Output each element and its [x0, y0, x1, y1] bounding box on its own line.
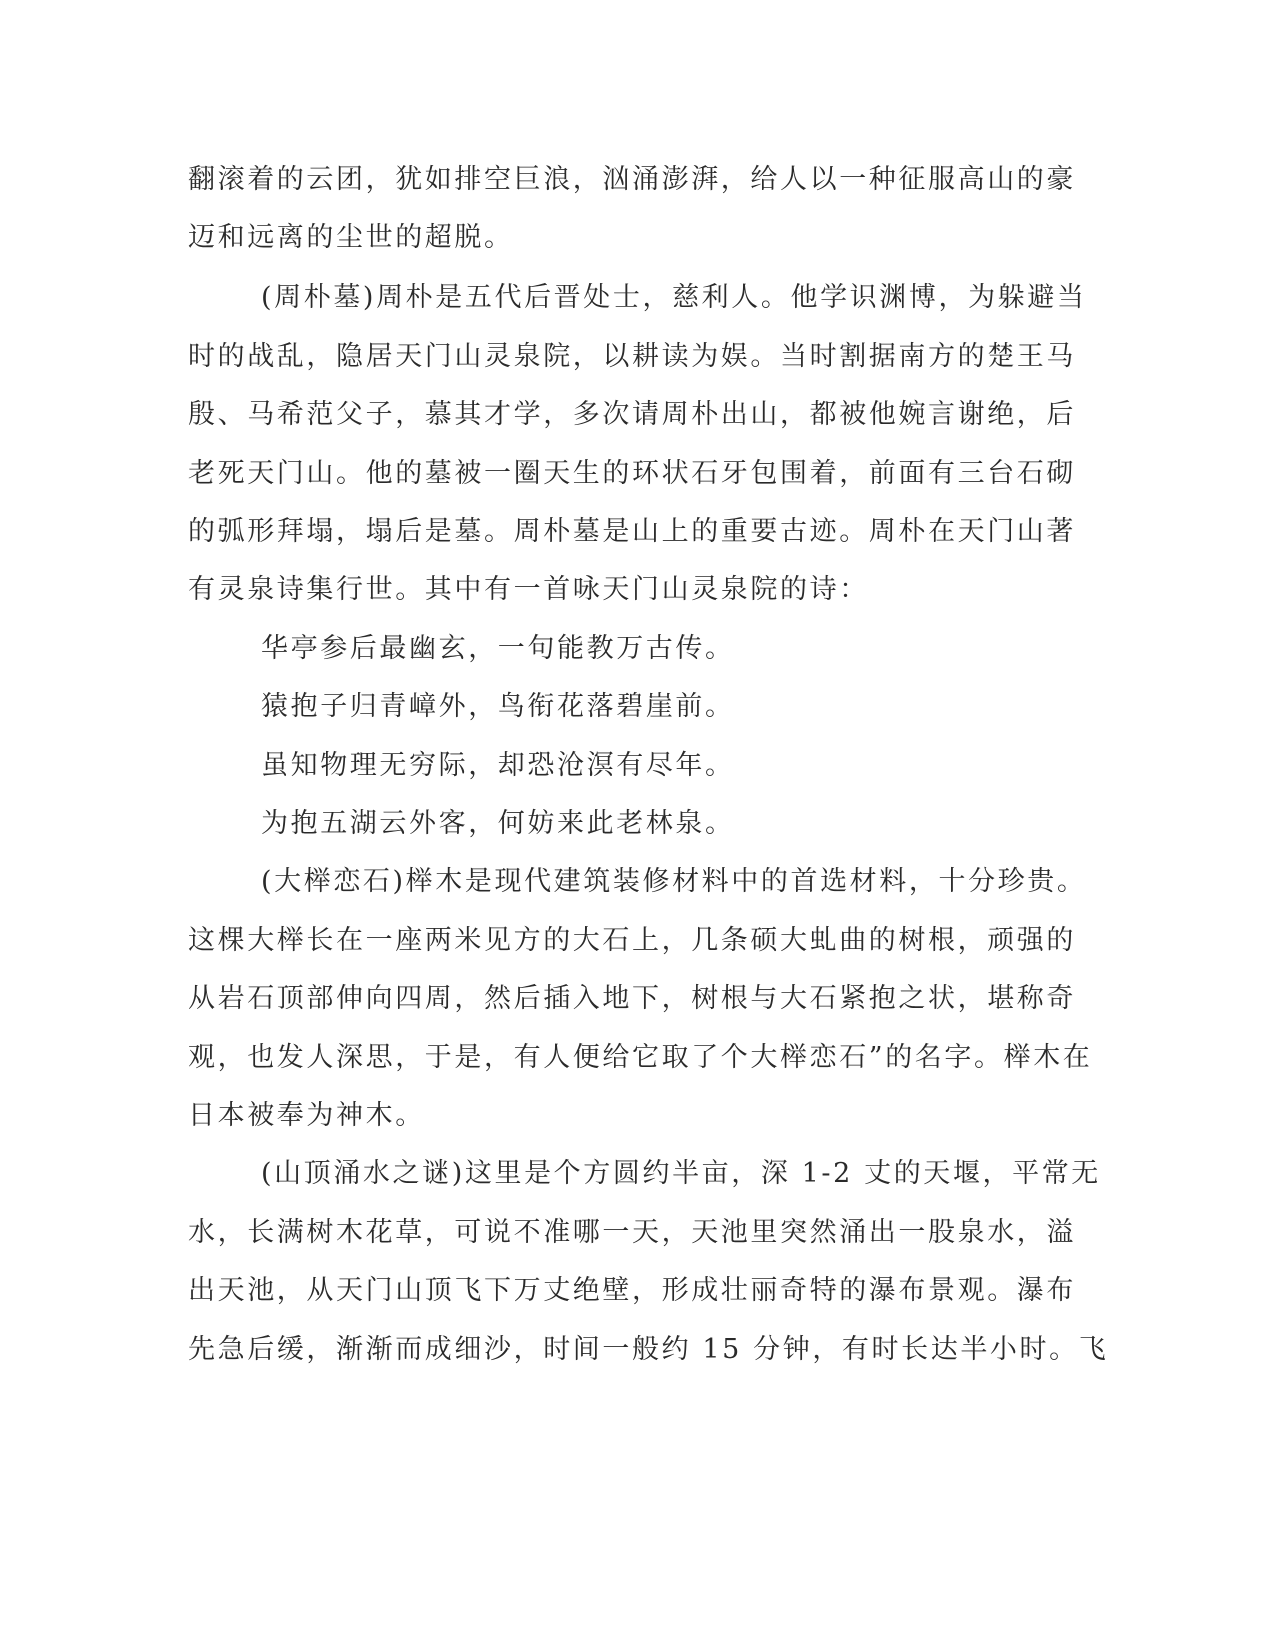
text-line: 殷、马希范父子，慕其才学，多次请周朴出山，都被他婉言谢绝，后 — [188, 399, 1076, 430]
poem-line: 为抱五湖云外客，何妨来此老林泉。 — [261, 808, 735, 839]
text-line: 出天池，从天门山顶飞下万丈绝壁，形成壮丽奇特的瀑布景观。瀑布 — [188, 1275, 1076, 1306]
text-line: 的弧形拜塌，塌后是墓。周朴墓是山上的重要古迹。周朴在天门山著 — [188, 516, 1076, 547]
paragraph-start-line: (大榉恋石)榉木是现代建筑装修材料中的首选材料，十分珍贵。 — [261, 866, 1087, 897]
text-line: 迈和远离的尘世的超脱。 — [188, 222, 514, 253]
poem-line: 猿抱子归青嶂外，鸟衔花落碧崖前。 — [261, 691, 735, 722]
text-line: 有灵泉诗集行世。其中有一首咏天门山灵泉院的诗： — [188, 574, 869, 605]
text-line: 从岩石顶部伸向四周，然后插入地下，树根与大石紧抱之状，堪称奇 — [188, 983, 1076, 1014]
text-line: 时的战乱，隐居天门山灵泉院，以耕读为娱。当时割据南方的楚王马 — [188, 341, 1076, 372]
poem-line: 华亭参后最幽玄，一句能教万古传。 — [261, 633, 735, 664]
text-line: 日本被奉为神木。 — [188, 1100, 425, 1131]
text-line: 先急后缓，渐渐而成细沙，时间一般约 15 分钟，有时长达半小时。飞 — [188, 1334, 1109, 1365]
paragraph-start-line: (周朴墓)周朴是五代后晋处士，慈利人。他学识渊博，为躲避当 — [261, 282, 1087, 313]
text-line: 翻滚着的云团，犹如排空巨浪，汹涌澎湃，给人以一种征服高山的豪 — [188, 164, 1076, 195]
text-line: 观，也发人深思，于是，有人便给它取了个大榉恋石”的名字。榉木在 — [188, 1042, 1093, 1073]
text-line: 这棵大榉长在一座两米见方的大石上，几条硕大虬曲的树根，顽强的 — [188, 925, 1076, 956]
paragraph-start-line: (山顶涌水之谜)这里是个方圆约半亩，深 1-2 丈的天堰，平常无 — [261, 1158, 1101, 1189]
text-line: 老死天门山。他的墓被一圈天生的环状石牙包围着，前面有三台石砌 — [188, 458, 1076, 489]
poem-line: 虽知物理无穷际，却恐沧溟有尽年。 — [261, 750, 735, 781]
text-line: 水，长满树木花草，可说不准哪一天，天池里突然涌出一股泉水，溢 — [188, 1217, 1076, 1248]
